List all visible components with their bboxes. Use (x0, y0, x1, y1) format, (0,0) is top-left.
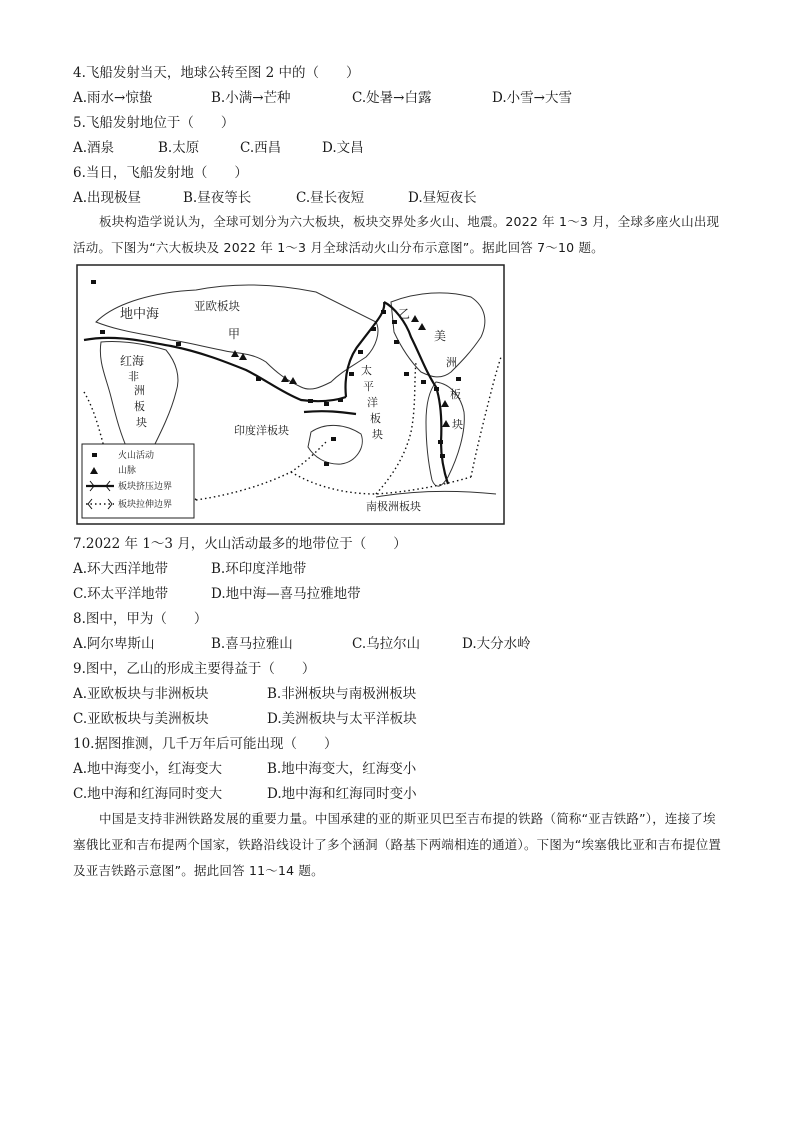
question-7-stem: 7.2022 年 1～3 月，火山活动最多的地带位于（ ） (73, 536, 407, 552)
question-8-option-c: C.乌拉尔山 (352, 636, 421, 652)
question-5-option-b: B.太原 (158, 140, 200, 156)
question-4-option-b: B.小满→芒种 (211, 90, 291, 106)
label-jia: 甲 (228, 327, 241, 341)
question-7-option-a: A.环大西洋地带 (73, 561, 169, 577)
question-5-option-a: A.酒泉 (73, 140, 115, 156)
question-5-option-d: D.文昌 (322, 140, 364, 156)
question-9-option-b: B.非洲板块与南极洲板块 (267, 686, 417, 702)
question-6-option-d: D.昼短夜长 (408, 190, 477, 206)
question-4-option-a: A.雨水→惊蛰 (73, 90, 153, 106)
question-4-option-d: D.小雪→大雪 (492, 90, 572, 106)
label-pacific-4: 板 (370, 412, 381, 425)
question-9-option-d: D.美洲板块与太平洋板块 (267, 711, 417, 727)
intro-paragraph-railway: 中国是支持非洲铁路发展的重要力量。中国承建的亚的斯亚贝巴至吉布提的铁路（简称“亚吉铁路”），连接了埃塞俄比亚和吉布提两个国家，铁路沿线设计了多个涵洞（路基下两端相连的通道）。下图为“埃塞俄比亚和吉布提位置及亚吉铁路示意图”。据此回答 11～14 题。 (73, 811, 722, 878)
map-legend (82, 444, 194, 518)
label-indian-plate: 印度洋板块 (234, 424, 289, 437)
question-6-option-a: A.出现极昼 (73, 190, 142, 206)
intro-paragraph-plates: 板块构造学说认为，全球可划分为六大板块，板块交界处多火山、地震。2022 年 1～3 月，全球多座火山出现活动。下图为“六大板块及 2022 年 1～3 月全球活动火山分布示意图”。据此回答 7～10 题。 (73, 214, 720, 255)
plate-volcano-map (76, 262, 506, 527)
question-5-stem: 5.飞船发射地位于（ ） (73, 115, 235, 131)
question-8-option-d: D.大分水岭 (462, 636, 531, 652)
question-10-stem: 10.据图推测，几千万年后可能出现（ ） (73, 736, 338, 752)
question-8-option-a: A.阿尔卑斯山 (73, 636, 155, 652)
question-4-option-c: C.处暑→白露 (352, 90, 432, 106)
question-7-option-c: C.环太平洋地带 (73, 586, 169, 602)
label-yi: 乙 (398, 307, 411, 321)
label-america-1: 美 (434, 329, 447, 343)
question-6-stem: 6.当日，飞船发射地（ ） (73, 165, 248, 181)
legend-mountain: 山脉 (118, 466, 137, 476)
label-red-sea: 红海 (120, 354, 145, 368)
label-america-2: 洲 (446, 356, 457, 369)
legend-volcano: 火山活动 (118, 451, 155, 461)
label-pacific-5: 块 (372, 428, 383, 441)
question-9-option-a: A.亚欧板块与非洲板块 (73, 686, 209, 702)
question-4-stem: 4.飞船发射当天，地球公转至图 2 中的（ ） (73, 65, 360, 81)
question-10-option-d: D.地中海和红海同时变小 (267, 786, 417, 802)
question-7-option-d: D.地中海—喜马拉雅地带 (211, 586, 361, 602)
question-7-option-b: B.环印度洋地带 (211, 561, 307, 577)
question-9-stem: 9.图中，乙山的形成主要得益于（ ） (73, 661, 316, 677)
label-pacific-1: 太 (361, 364, 372, 377)
label-america-3: 板 (450, 388, 461, 401)
label-eurasian-plate: 亚欧板块 (194, 299, 240, 313)
label-pacific-2: 平 (363, 380, 374, 393)
question-6-option-b: B.昼夜等长 (183, 190, 252, 206)
label-antarctic-plate: 南极洲板块 (366, 500, 421, 513)
question-10-option-b: B.地中海变大，红海变小 (267, 761, 417, 777)
label-africa-2: 洲 (134, 384, 145, 397)
label-pacific-3: 洋 (367, 396, 378, 409)
legend-extension: 板块拉伸边界 (118, 500, 173, 510)
question-6-option-c: C.昼长夜短 (296, 190, 365, 206)
label-africa-4: 块 (136, 416, 147, 429)
question-9-option-c: C.亚欧板块与美洲板块 (73, 711, 209, 727)
question-5-option-c: C.西昌 (240, 140, 282, 156)
question-10-option-c: C.地中海和红海同时变大 (73, 786, 223, 802)
question-8-option-b: B.喜马拉雅山 (211, 636, 293, 652)
label-mediterranean: 地中海 (120, 307, 160, 322)
legend-compression: 板块挤压边界 (118, 482, 173, 492)
question-8-stem: 8.图中，甲为（ ） (73, 611, 208, 627)
label-america-4: 块 (452, 418, 463, 431)
question-10-option-a: A.地中海变小，红海变大 (73, 761, 223, 777)
label-africa-1: 非 (128, 370, 139, 383)
label-africa-3: 板 (134, 400, 145, 413)
